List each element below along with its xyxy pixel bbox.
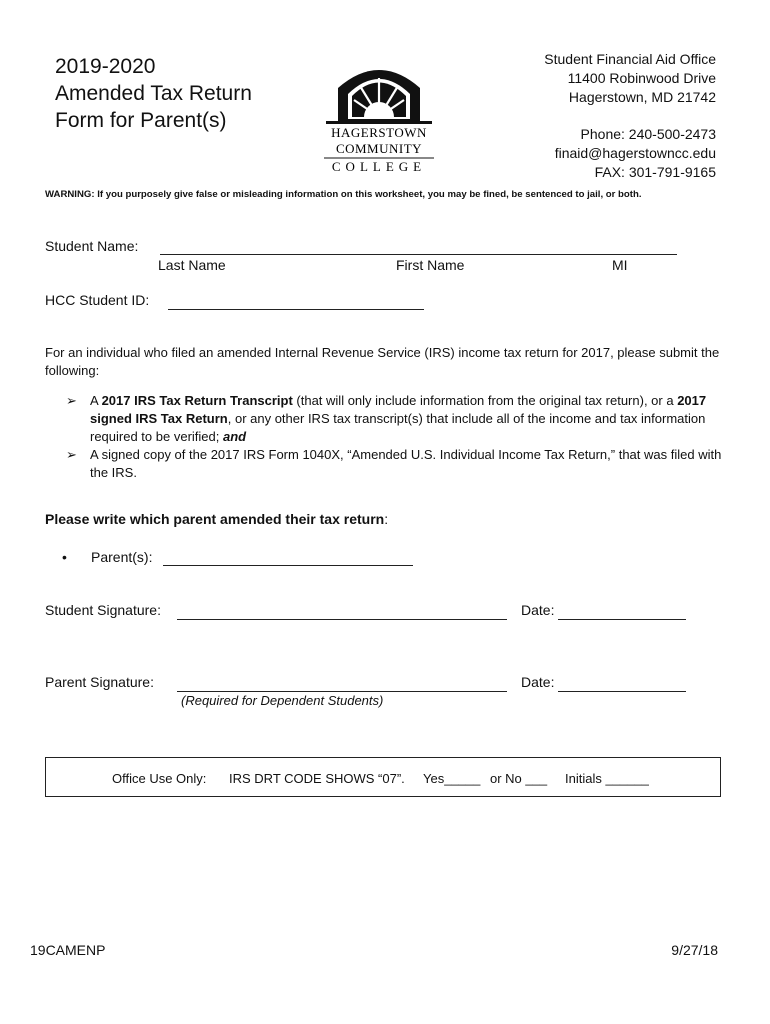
email-link[interactable]: finaid@hagerstowncc.edu xyxy=(554,145,716,161)
logo-text-community: COMMUNITY xyxy=(335,141,423,156)
student-date-field[interactable] xyxy=(558,605,686,620)
signed-return-bold: 2017 signed IRS Tax Return xyxy=(90,393,707,426)
form-title xyxy=(55,53,252,134)
student-name-label: Student Name: xyxy=(45,238,139,254)
list-item-text: (that will only include information from the original tax return), or a xyxy=(292,393,678,408)
list-item xyxy=(66,392,726,446)
transcript-bold: 2017 IRS Tax Return Transcript xyxy=(101,393,293,408)
revision-date: 9/27/18 xyxy=(671,942,718,958)
required-documents-list xyxy=(66,392,726,482)
student-id-field[interactable] xyxy=(168,295,424,310)
which-parent-heading xyxy=(45,511,388,527)
parent-signature-label: Parent Signature: xyxy=(45,674,154,690)
list-item xyxy=(66,446,726,482)
parent-date-field[interactable] xyxy=(558,677,686,692)
office-address xyxy=(544,50,716,182)
mi-label: MI xyxy=(612,257,628,273)
parent-signature-note: (Required for Dependent Students) xyxy=(181,693,384,708)
title-line-3: Form for Parent(s) xyxy=(55,109,227,132)
office-name: Student Financial Aid Office xyxy=(544,51,716,67)
list-item-text: A xyxy=(90,393,102,408)
form-code: 19CAMENP xyxy=(30,942,106,958)
student-signature-label: Student Signature: xyxy=(45,602,161,618)
which-parent-heading-text: Please write which parent amended their tax return xyxy=(45,511,385,527)
address-line-1: 11400 Robinwood Drive xyxy=(567,70,716,86)
address-line-2: Hagerstown, MD 21742 xyxy=(568,89,716,105)
arrow-bullet-icon: ➢ xyxy=(66,393,77,408)
list-item-text: A signed copy of the 2017 IRS Form 1040X, “Amended U.S. Individual Income Tax Return,” that was filed with the IRS. xyxy=(90,447,722,480)
logo-text-college: COLLEGE xyxy=(331,159,427,174)
and-emphasis: and xyxy=(222,429,247,444)
hagerstown-community-college-logo xyxy=(318,58,440,176)
office-use-box xyxy=(45,757,721,797)
parent-date-label: Date: xyxy=(521,674,555,690)
arrow-bullet-icon: ➢ xyxy=(66,447,77,462)
title-line-2: Amended Tax Return xyxy=(55,82,252,105)
initials-field[interactable]: Initials ______ xyxy=(565,771,649,786)
student-date-label: Date: xyxy=(521,602,555,618)
instructions-intro: For an individual who filed an amended Internal Revenue Service (IRS) income tax return for 2017, please submit the following: xyxy=(45,345,720,378)
logo-text-hagerstown: HAGERSTOWN xyxy=(331,125,427,140)
heading-colon: : xyxy=(384,511,389,527)
student-signature-field[interactable] xyxy=(177,605,507,620)
title-year: 2019-2020 xyxy=(55,55,156,78)
list-item-text: , or any other IRS tax transcript(s) that include all of the income and tax information required to be verified; xyxy=(90,411,706,444)
parents-field[interactable] xyxy=(163,551,413,566)
first-name-label: First Name xyxy=(396,257,465,273)
yes-field[interactable]: Yes_____ xyxy=(423,771,481,786)
fax: FAX: 301-791-9165 xyxy=(594,164,716,180)
bullet-dot-icon: • xyxy=(62,549,67,565)
parent-signature-field[interactable] xyxy=(177,677,507,692)
student-id-label: HCC Student ID: xyxy=(45,292,150,308)
student-name-field[interactable] xyxy=(160,240,677,255)
no-field[interactable]: or No ___ xyxy=(490,771,548,786)
parents-label: Parent(s): xyxy=(91,549,153,565)
logo-arch-icon xyxy=(326,70,432,124)
last-name-label: Last Name xyxy=(158,257,226,273)
warning-text: WARNING: If you purposely give false or misleading information on this worksheet, you may be fined, be sentenced to jail, or both. xyxy=(45,189,642,200)
phone: Phone: 240-500-2473 xyxy=(580,126,716,142)
office-use-label: Office Use Only: xyxy=(112,771,207,786)
drt-code-text: IRS DRT CODE SHOWS “07”. xyxy=(229,771,405,786)
